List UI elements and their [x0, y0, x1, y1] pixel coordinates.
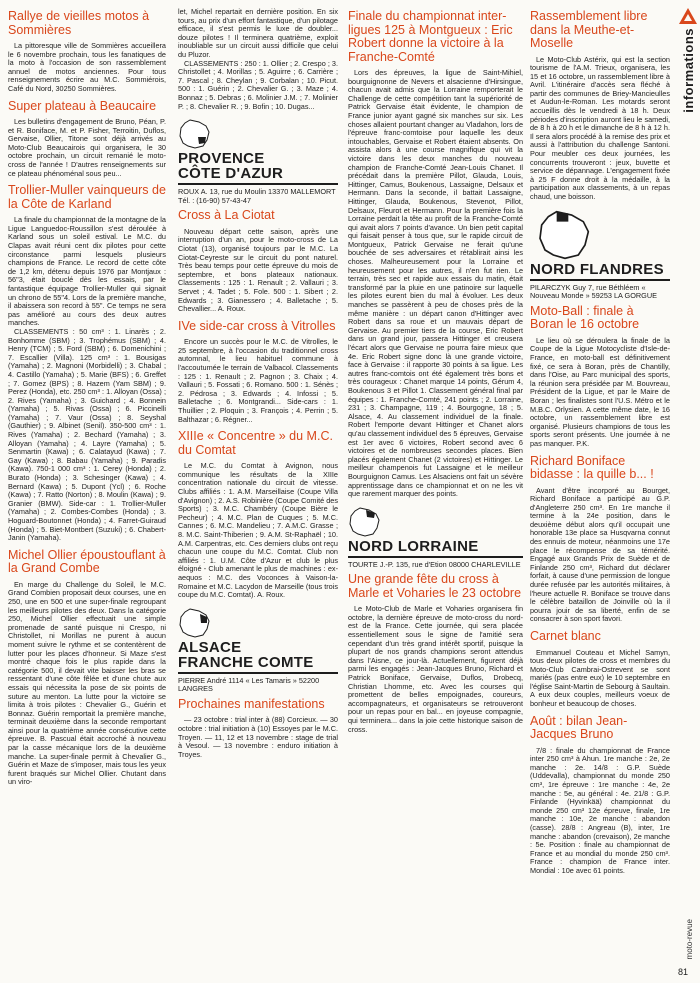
region-name: NORD LORRAINE — [348, 539, 523, 558]
correspondent-address: TOURTE J.-P. 135, rue d'Etion 08000 CHARLEVILLE — [348, 559, 521, 569]
region-block-provence — [178, 119, 338, 205]
paragraph: let, Michel repartait en dernière position. En six tours, au prix d'un effort fantastique, d'un pilotage efficace, il s'est permis le luxe de doubler... douze pilotes ! Il terminera quatrième, exploit inoubliable sur un circuit aussi difficile que celui du Pluzor. — [178, 8, 338, 59]
region-name-line-2: FRANCHE COMTE — [178, 653, 314, 671]
article-body — [8, 42, 166, 94]
paragraph: La finale du championnat de la montagne de la Ligue Languedoc-Roussillon s'est déroulée à Karland sous un soleil estival. Le M.C. du Clapas avait réuni cent dix pilotes pour cette circonstance parmi lesquels plusieurs champions de France. Le record de cette côte de 1,2 km, détenu depuis 1976 par Montjaux : 56"3, était bouclé dès les essais, par le fantastique équipage Trollier-Muller qui signait un chrono de 55"4. Lors de la première manche, il abaissera son record à 55". Ce temps ne sera pas amélioré au cours des deux autres manches. — [8, 215, 166, 328]
paragraph: Emmanuel Couteau et Michel Samyn, tous deux pilotes de cross et membres du Moto-Club Cambrai-Ostrevent se sont mariés (pas entre eux) le 10 septembre en l'église Saint-Martin de Sebourg à Saultain. A eux deux couples, meilleurs voeux de bonheur et beaucoup de choses. — [530, 647, 670, 709]
france-map-icon — [178, 119, 212, 149]
region-name: NORD FLANDRES — [530, 262, 670, 281]
region-name-line-1: ALSACE — [178, 638, 242, 656]
column-4 — [530, 8, 670, 978]
paragraph: La pittoresque ville de Sommières accueillera le 6 novembre prochain, tous les fanatiques de la moto à l'occasion de son rassemblement annuel de motos anciennes. Pour tous renseignements écrire au M.C. Sommiérois, Café du Nord, 30250 Sommières. — [8, 41, 166, 93]
headline: Carnet blanc — [530, 629, 601, 643]
headline: Finale du championnat inter-ligues 125 à Montgueux : Eric Robert donne la victoire à la Franche-Comté — [348, 9, 513, 64]
region-name — [178, 640, 338, 674]
article-body — [178, 8, 338, 111]
paragraph: Encore un succès pour le M.C. de Vitrolles, le 25 septembre, à l'occasion du traditionnel cross automnal, le lieu habituel commune à l'accoutumée le terrain de Valbacol. Classements : 125 : 1. Renault ; 2. Pagnon ; 3. Chaix ; 4. Vallauri ; 5. Fossati ; 6. Romano. 500 : 1. Sénès ; 2. Pédrosa ; 3. Edwards ; 4. Infossi ; 5. Balletache ; 6. Montgrandi... Side-cars : 1. Thuillier ; 2. Ploquin ; 3. François ; 4. Perrin ; 5. Balthazar ; 6. Régner... — [178, 337, 338, 424]
article-body — [178, 716, 338, 759]
headline: Cross à La Ciotat — [178, 208, 275, 223]
article-body — [530, 487, 670, 625]
page-number: 81 — [677, 967, 688, 977]
paragraph: Le Moto-Club Astérix, qui est la section tourisme de l'A.M. Trieux, organisera, les 15 et 16 octobre, un rassemblement libre à Avril. L'itinéraire d'accès sera fléché à partir des communes de Briey-Mancieulles et Audun-le-Roman. Les motards seront accueillis dès le vendredi à 18 h. Deux périodes d'inscription auront lieu le samedi, de 8 h à 20 h et le dimanche de 8 h à 12 h. Il sera alors procédé à la remise des prix et aussi à l'attribution du challenge Santoni. Pour meubler ces deux journées, les concurrents trouveront : jeux, buvette et service de dépannage. L'engagement fixée à 25 F donne droit à la médaille, à la participation aux classements, à un repas chaud, une boisson. — [530, 54, 670, 201]
article-body — [530, 649, 670, 709]
article-body — [530, 747, 670, 876]
headline: Richard Boniface bidasse : la quille b... ! — [530, 453, 654, 481]
headline: XIIIe « Concentre » du M.C. du Comtat — [178, 429, 333, 457]
article-body — [530, 56, 670, 202]
region-name-line-2: CÔTE D'AZUR — [178, 165, 284, 183]
column-3 — [348, 8, 523, 978]
headline: Prochaines manifestations — [178, 696, 325, 711]
paragraph: — 23 octobre : trial inter à (88) Corcieux. — 30 octobre : trial initiation à (10) Essoyes par le M.C. Troyen. — 11, 12 et 13 novembre : stage de trial à Vesoul. — 13 novembre : enduro initiation à Troyes. — [178, 715, 338, 759]
paragraph: Avant d'être incorporé au Bourget, Richard Boniface a participé au G.P. d'Angleterre 250 cm³. En 1re manche il termine à la 24e position, dans le deuxième début alors qu'il occupait une honorable 13e place sa Husqvarna connut des ennuis de moteur, néanmoins une 17e place le récompense de sa témérité. Engagé aux Grands Prix de Suède et de Finlande 250 cm³, Richard dut déclarer forfait, à cause d'une permission de longue durée refusée par les autorités militaires, à l'heure actuelle R. Boniface se trouve dans le célèbre bataillon de Joinville où la il pourra jouir de sa liberté, enfin de se consacrer à son sport favori. — [530, 485, 670, 624]
article-body — [178, 228, 338, 314]
paragraph: Le Moto-Club de Marle et Voharies organisera fin octobre, la dernière épreuve de moto-cross du nord-est de la France. Cette journée, qui sera placée essentiellement sous le signe de l'amitié sera cependant d'un très grand intérêt sportif, puisque la plupart de nos grands champions seront attendus dans l'Aisne, ce jour-là. Actuellement, figurent déjà parmi les engagés : Jean-Jacques Bruno, Richard et Patrick Boniface, Gervaise, Duflos, Drobecq, Christian Lhomme, etc. Avec les courses qui promettent de belles empoignades, coureurs, accompagnateurs, et organisateurs se retrouveront pour un repas pour en bal... en joyeuse compagnie, qui terminera... dans la joie cette historique saison de cross. — [348, 604, 523, 734]
paragraph: Lors des épreuves, la ligue de Saint-Mihiel, bourguignonne de Nevers et alsacienne d'Hirsingue, chacun avait admis que la Lorraine remporterait le Challenge de cette compétition tant la supériorité de Patrick Gervaise était évidente, le champion de France junior ayant gagné six manches sur six. Les choses allaient pourtant changer au Vladahon, lors de l'épreuve franc-comtoise pour laquelle les deux intouchables, Gervaise et Robert étaient absents. On assista alors à une course magnifique qui vit la victoire dans les deux manches du nouveau champion de Franche-Comté Jean-Louis Chanet. Il précédait dans la première Pillot, Glauda, Louis, Hittinger, Camus, Boukenous, Lassaigne, Delsaux et Hermann. Dans la seconde, il battait Lassaigne, Hittinger, Glauda, Boukenous, Stevenot, Pillot, Delsaux, Fleurot et Hermann. Pour la première fois la Lorraine perdait la tête au profit de la Franche-Comté qui avait alors 7 points d'avance. Un bien petit capital qui faisait penser à tous que, sur le rapide circuit de Montgueux, Patrick Gervaise ne ferait qu'une bouchée de ses adversaires et rétablirait ainsi les choses. Malheureusement pour la Lorraine et heureusement pour les autres, il n'en fut rien. Le terrain, très sec et rapide aux essais du matin, était transformé par la pluie en une patinoire sur laquelle les pilotes eurent bien du mal à évoluer. Les deux manches se passèrent à peu de choses près de la même manière : un départ canon d'Hittinger avec Robert dans sa roue et un mauvais départ de Gervaise. Au premier tiers de la course, Eric Robert dans un grand jour, passera Hittinger et creusera l'écart alors que Gervaise ne pourra faire mieux que 4e. Eric Robert signe donc là une grande victoire, face à Gervaise : il rapporte 30 points à sa ligue. Les autres franc-comtois ont été également très bons et très courageux : Chanet marque 14 points, Gérum 4, Boukenous 3 et Pillot 1. Classement général final par équipes : 1. Franche-Comté, 241 points ; 2. Lorraine, 231 ; 3. Champagne, 119 ; 4. Bourgogne, 18 ; 5. Alsace, 4. Au classement individuel de la finale. Robert l'emporte devant Hittinger et Chanet alors qu'au classement individuel des 5 épreuves, Gervaise est 1er avec 6 victoires, Robert second avec 6 victoires et de nombreuses secondes places. Bien placés également Chanet (2 victoires) et Hittinger. Le meilleur champenois fut Lassaigne et le meilleur Bourguignon Camus. Les Alsaciens ont fait un sévère apprentissage dans ce championnat et on ne les vit que rarement marquer des points. — [348, 68, 523, 499]
article-body — [178, 462, 338, 600]
column-1 — [8, 8, 166, 978]
headline: Trollier-Muller vainqueurs de la Côte de Karland — [8, 183, 166, 211]
sidebar — [676, 0, 700, 983]
paragraph: Les bulletins d'engagement de Bruno, Péan, P. et R. Boniface, M. et P. Fisher, Terroitin, Duflos, Gervaise, Ollier, Titone sont déjà arrivés au Moto-Club Beaucairois qui organisera, le 30 octobre prochain, un circuit remanié le moto-cross de l'année ! D'autres renseignements sur ce plateau phénoménal sous peu... — [8, 117, 166, 178]
headline: IVe side-car cross à Vitrolles — [178, 318, 336, 333]
correspondent-address: PILARCZYK Guy 7, rue Béthléem « Nouveau Monde » 59253 LA GORGUE — [530, 282, 657, 301]
results-list: 7/8 : finale du championnat de France inter 250 cm³ à Ahun. 1re manche : 2e, 2e manche : 2e. 14/8 : G.P. Suède (Uddevalla), championnat du monde 250 cm³, 1re épreuve : 1re manche : 4e, 2e manche : 5e, au général : 4e. 21/8 : G.P. Finlande (Hyvinkää) championnat du monde 250 cm³ 12e épreuve, finale, 1re manche : 10e, 2e manche : abandon (casse). 28/8 : Angreau (B), inter, 1re manche : abandon (crevaison), 2e manche : 5e. Position : finale au championnat de France et au mondial du monde 250 cm³. France : champion de France inter. Mondial : 10e avec 61 points. — [530, 745, 670, 875]
correspondent-address: ROUX A. 13, rue du Moulin 13370 MALLEMORT Tél. : (16-90) 57-43-47 — [178, 187, 336, 205]
headline: Août : bilan Jean-Jacques Bruno — [530, 713, 628, 742]
article-body — [348, 605, 523, 734]
magazine-name: moto-revue — [685, 918, 694, 959]
region-block-nord-flandres — [530, 210, 670, 301]
results-list: CLASSEMENTS : 250 : 1. Ollier ; 2. Crespo ; 3. Christollet ; 4. Morillas ; 5. Aguirre ; 6. Carrière ; 7. Pascal ; 8. Cheylan ; 9. Corbalan ; 10. Picut. 500 : 1. Guérin ; 2. Chevalier G. ; 3. Maze ; 4. Bonnaz ; 5. Debras ; 6. Molinier J.M. ; 7. Molinier P. ; 8. Chevalier R. ; 9. Bofin ; 10. Dugas... — [178, 58, 338, 111]
article-body — [8, 216, 166, 543]
article-body — [178, 338, 338, 424]
france-map-icon — [348, 507, 382, 537]
correspondent-address: PIERRE André 1114 « Les Tamaris » 52200 LANGRES — [178, 675, 320, 694]
region-name-line-1: PROVENCE — [178, 150, 265, 168]
paragraph: Le M.C. du Comtat à Avignon, nous communique les résultats de la XIIIe concentration nationale du circuit de vitesse. Clubs affiliés : 1. A.M. Marseillaise (Coupe Villa d'Avignon) ; 2. A.S. Robinière (Coupe Comité des Sports) ; 3. M.C. Chambéry (Coupe Bière le Pecheur) ; 4. M.C. Plan de Cuques ; 5. M.C. Cannes ; 6. M.C. Mandelieu ; 7. A.M.C. Grasse ; 8. M.C. Saint-Thiberien ; 9. A.M. St-Raphaël ; 10. A.M. Carpentras, etc. Ces derniers clubs ont reçu chacun une coupe du M.C. Comtat. Club non affiliés : 1. U.M. Côte d'Azur et club le plus éloigné - Club amenant le plus de machines : ex-aequos : M.C. des Voconces à Vaison-la-Romaine et M.C. Lacydon de Marseille (tous trois coupe du M.C. Comtat). A. Roux. — [178, 461, 338, 600]
paragraph: Nouveau départ cette saison, après une interruption d'un an, pour le moto-cross de La Ciotat (13), organisé toujours par le M.C. La Ciotat-Ceyreste sur le circuit du pont naturel. Très beau temps pour cette épreuve du mois de septembre, et bons plateaux nationaux. Classements : 125 : 1. Renault ; 2. Vallauri ; 3. Servet ; 4. Tadet ; 5. Fole. 500 : 1. Sibert ; 2. Edwards ; 3. Gianessero ; 4. Balletache ; 5. Chevallier... A. Roux. — [178, 226, 338, 314]
region-name — [178, 151, 338, 185]
article-body — [8, 118, 166, 178]
headline: Super plateau à Beaucaire — [8, 98, 157, 113]
region-block-alsace — [178, 608, 338, 694]
paragraph: Le lieu où se déroulera la finale de la Coupe de la Ligue Motocycliste d'Isle-de-France, en moto-ball est définitivement fixé, ce sera à Boran, près de Chantilly, dans l'Oise, au Parc municipal des sports, la réunion sera présidée par M. Bouvreau, Président de la Ligue, et par le Maire de Boran ; les finalistes sont l'U.S. Métro et le M.B.C. Orlysien. A cette même date, le 16 octobre, un rassemblement libre est organisé. Plusieurs champions de tous les sports seront présents. Une journée à ne pas manquer. P.K. — [530, 335, 670, 448]
column-2 — [178, 8, 338, 978]
headline: Michel Ollier époustouflant à la Grand Combe — [8, 547, 166, 576]
article-body — [530, 337, 670, 449]
headline: Une grande fête du cross à Marle et Voharies le 23 octobre — [348, 572, 522, 600]
france-map-icon — [530, 210, 600, 260]
article-body — [8, 581, 166, 787]
results-list: CLASSEMENTS : 50 cm³ : 1. Linarès ; 2. Bonhomme (SBM) ; 3. Trophémus (SBM) ; 4. Henry (TCM) ; 5. Ford (SBM) ; 6. Domenichini ; 7. Escallier (Villa). 125 cm³ : 1. Bousigas (Yamaha) ; 2. Magnoni (Morbidelli) ; 3. Chabal ; 4. Castillo (Yamaha) ; 5. Marie (BFS) ; 6. Greffet ; 7. Gomez (BPS) ; 8. Hazem (Yam SBM) ; 9. Perez (Honda), etc. 250 cm³ : 1. Alloyan (Ossa) ; 2. Rives (Yamaha) ; 3. Guichard ; 4. Bonnein (Yamaha) ; 5. Rivas (Ossa) ; 6. Piccinelli (Yamaha) ; 7. Vaur (Ossa) ; 8. Seyshal (Gauthier) ; 9. Albinet (Senil). 350-500 cm³ : 1. Rives (Yamaha) ; 2. Bechard (Yamaha) ; 3. Alloyan (Yamaha) ; 4. Layre (Yamaha) ; 5. Senmartin (Kawa) ; 6. Calatayud (Kawa) ; 7. Gay (Kawa) ; 8. Babau (Yamaha) ; 9. Paradis (Kawa). 750-1 000 cm³ : 1. Cerey (Honda) ; 2. Burato (Honda) ; 3. Schesinger (Kawa) ; 4. Bernard (Kawa) ; 5. Dupont (Ycl) ; 6. Roche (Kawa) ; 7. Ratto (Norton) ; 8. Moulin (Kawa) ; 9. Granier (BMW). Side-car : 1. Trollier-Muller (Yamaha) ; 2. Combes-Combes (Honda) ; 3. Hoguard-Boutonnet (Honda) ; 4. Farret-Guiraud (Honda) ; 5. Biet-Montbert (Suzuki) ; 6. Chabert-Janin (Yamaha). — [8, 326, 166, 543]
headline: Rallye de vieilles motos à Sommières — [8, 9, 150, 37]
magazine-logo-icon — [678, 6, 698, 26]
paragraph: En marge du Challenge du Soleil, le M.C. Grand Combien proposait deux courses, une en 250, une en 500 et une super-finale regroupant les meilleurs pilotes des deux. Dans la catégorie 250, Michel Ollier effectuait une simple promenade de santé puisque ni Crespo, ni Christollet, ni Morillas ne purent à aucun moment suivre le rythme et se contentèrent de lutter pour les places d'honneur. Si Maze s'est montré chaque fois le plus rapide dans la catégorie 500, il devait vite baisser les bras se ressentant d'une côte fêlée et d'une chute aux essais qui nécessita la pose de six points de suture au menton. La lutte pour la victoire se limita à trois pilotes : Chevalier G., Guérin et Bonnaz. Guérin remportait la première manche, terminait deuxième dans la seconde remportant ainsi pour la quatrième année consécutive cette épreuve. B. Pascual était accroché à nouveau par la casse mécanique lors de la deuxième manche. La super-finale permit à Chevalier G., Guérin et Maze de s'imposer, mais tous les yeux furent braqués sur Michel Ollier. Chutant dans un viro- — [8, 579, 166, 787]
section-title: informations — [681, 28, 696, 113]
france-map-icon — [178, 608, 212, 638]
headline: Moto-Ball : finale à Boran le 16 octobre — [530, 303, 640, 332]
article-body — [348, 69, 523, 499]
region-block-nord-lorraine — [348, 507, 523, 570]
headline: Rassemblement libre dans la Meuthe-et-Moselle — [530, 9, 648, 50]
